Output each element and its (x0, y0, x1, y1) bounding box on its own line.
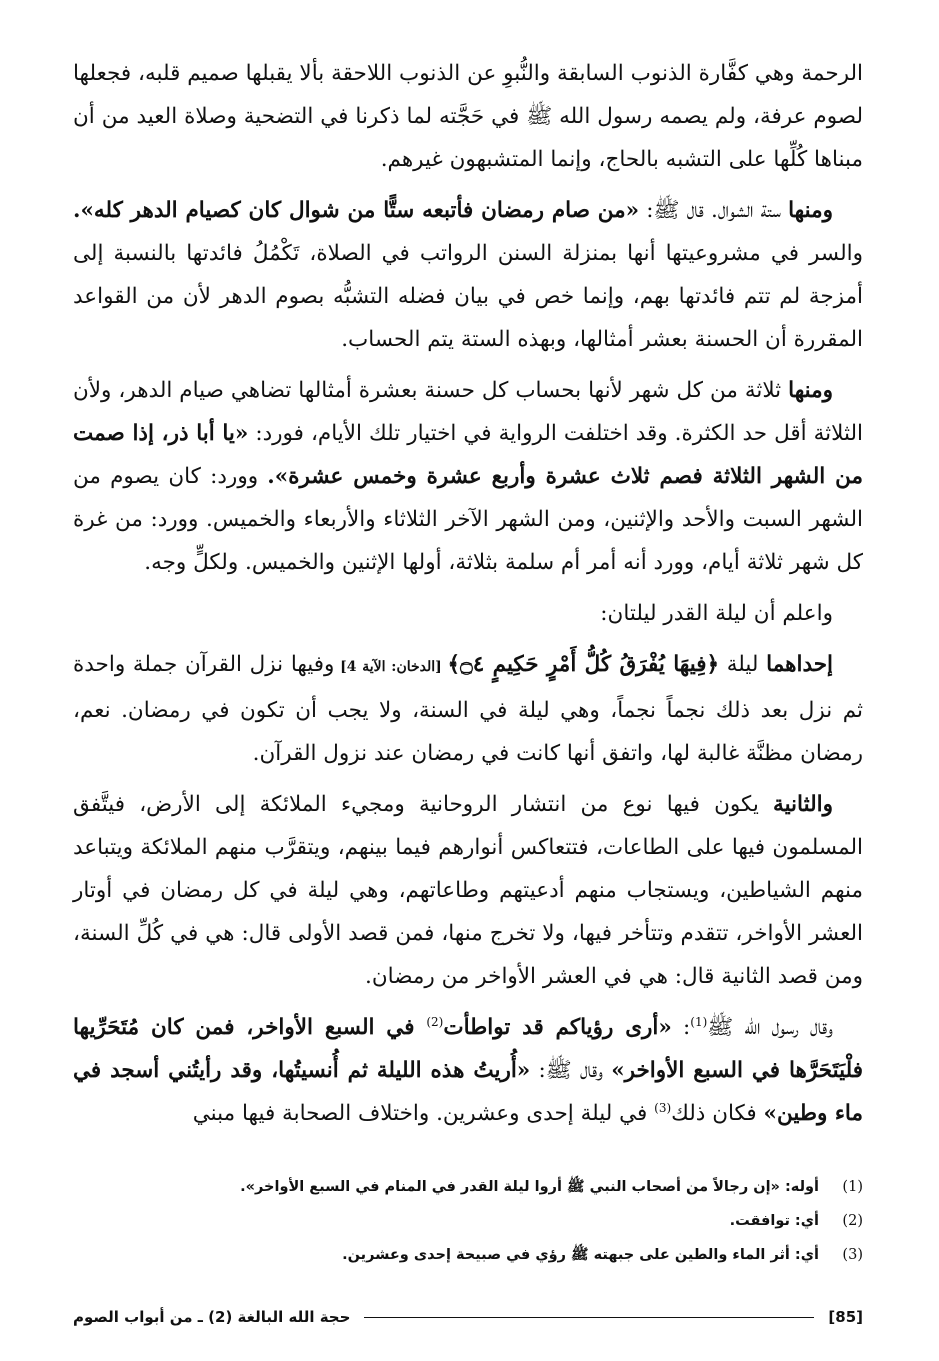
footnote (73, 1238, 863, 1272)
verse-reference: [الدخان: الآية 4] (334, 659, 448, 675)
footnote-marker: (3) (654, 1100, 672, 1115)
paragraph-lead: إحداهما (766, 652, 833, 677)
footnotes (73, 1170, 863, 1272)
footnote-marker: (2) (426, 1014, 444, 1029)
paragraph-text: واعلم أن ليلة القدر ليلتان: (600, 601, 833, 626)
footnote-number: (3) (842, 1247, 863, 1263)
paragraph-lead: ومنها (788, 378, 833, 403)
paragraph-text: في ليلة إحدى وعشرين. واختلاف الصحابة فيها مبني (192, 1101, 655, 1126)
footnote-text: أي: أثر الماء والطين على جبهته ﷺ رؤي في صبيحة إحدى وعشرين. (342, 1247, 819, 1263)
paragraph-arafa (73, 52, 863, 181)
hadith-quote: «أرى رؤياكم قد تواطأت (443, 1015, 672, 1040)
page-number: [85] (828, 1308, 863, 1326)
paragraph-text: يكون فيها نوع من انتشار الروحانية ومجيء الملائكة إلى الأرض، فيتَّفق المسلمون فيها على الطاعات، فتتعاكس أنوارهم فيما بينهم، ويتقرَّب منهم الملائكة ويتباعد منهم الشياطين، ويستجاب منهم أدعيتهم وطاعاتهم، وهي ليلة في كل رمضان في أوتار العشر الأواخر، تتقدم وتتأخر فيها، ولا تخرج منها، فمن قصد الأولى قال: هي في كُلِّ السنة، ومن قصد الثانية قال: هي في العشر الأواخر من رمضان. (73, 792, 863, 989)
footnote (73, 1204, 863, 1238)
footnote (73, 1170, 863, 1204)
page-footer (73, 1302, 863, 1332)
paragraph-text: وفيها نزل القرآن جملة واحدة ثم نزل بعد ذلك نجماً نجماً، وهي ليلة في السنة، ولا يجب أن تكون في رمضان. نعم، رمضان مظنَّة غالبة لها، واتفق أنها كانت في رمضان عند نزول القرآن. (73, 652, 863, 766)
hadith-quote: «أُريتُ هذه الليلة ثم أُنسيتُها، وقد رأيتُني أسجد في ماء وطين» (73, 1058, 863, 1126)
paragraph-laylat-al-qadr (73, 592, 863, 635)
footnote-text: أوله: «إن رجالاً من أصحاب النبي ﷺ أروا ليلة القدر في المنام في السبع الأواخر». (240, 1179, 819, 1195)
paragraph-text: والسر في مشروعيتها أنها بمنزلة السنن الرواتب في الصلاة، تَكْمُلُ فائدتها بالنسبة إلى أمزجة لم تتم فائدتها بهم، وإنما خص في بيان فضله التشبُّه بصوم الدهر لأن من القواعد المقررة أن الحسنة بعشر أمثالها، وبهذه الستة يتم الحساب. (73, 241, 863, 352)
paragraph-second-night (73, 783, 863, 998)
quran-verse: ﴿فِيهَا يُفْرَقُ كُلُّ أَمْرٍ حَكِيمٍ ۝٤﴾ (447, 652, 720, 677)
hadith-quote: «من صام رمضان فأتبعه ستًّا من شوال كان كصيام الدهر كله». (73, 198, 640, 223)
paragraph-text: وقال ﷺ: (530, 1058, 612, 1083)
paragraph-lead: ومنها (788, 198, 833, 223)
footnote-number: (1) (842, 1179, 863, 1195)
paragraph-text: ليلة (719, 652, 767, 677)
paragraph-three-days (73, 369, 863, 584)
footnote-marker: (1) (690, 1014, 708, 1029)
footnote-number: (2) (842, 1213, 863, 1229)
hadith-quote: «يا أبا ذر، إذا صمت من الشهر الثلاثة فصم ثلاث عشرة وأربع عشرة وخمس عشرة». (73, 421, 863, 489)
running-title: حجة الله البالغة (2) ـ من أبواب الصوم (73, 1308, 351, 1326)
hadith-quote: في السبع الأواخر، فمن كان مُتَحَرِّيها فلْيَتَحَرَّها في السبع الأواخر» (73, 1015, 863, 1083)
paragraph-text: ثلاثة من كل شهر لأنها بحساب كل حسنة بعشرة أمثالها تضاهي صيام الدهر، ولأن الثلاثة أقل حد الكثرة. وقد اختلفت الرواية في اختيار تلك الأيام، فورد: (73, 378, 864, 446)
footer-divider (364, 1317, 814, 1318)
paragraph-text: : (671, 1015, 691, 1040)
paragraph-hadith-seven (73, 1006, 863, 1135)
paragraph-text: الرحمة وهي كفَّارة الذنوب السابقة والنُّبوِ عن الذنوب اللاحقة بألا يقبلها صميم قلبه، فجعلها لصوم عرفة، ولم يصمه رسول الله ﷺ في حَجَّته لما ذكرنا في التضحية وصلاة العيد من أن مبناها كُلِّها على التشبه بالحاج، وإنما المتشبهون غيرهم. (73, 61, 863, 172)
paragraph-text: فكان ذلك (671, 1101, 764, 1126)
paragraph-first-night (73, 643, 863, 775)
paragraph-shawwal (73, 189, 863, 361)
paragraph-text: وقال رسول الله ﷺ (707, 1015, 833, 1040)
main-text (73, 52, 863, 1143)
footnote-text: أي: توافقت. (729, 1213, 819, 1229)
paragraph-text: وورد: كان يصوم من الشهر السبت والأحد والإثنين، ومن الشهر الآخر الثلاثاء والأربعاء والخميس. وورد: من غرة كل شهر ثلاثة أيام، وورد أنه أمر أم سلمة بثلاثة، أولها الإثنين والخميس. ولكلٍّ وجه. (73, 464, 863, 575)
paragraph-text: ستة الشوال. قال ﷺ: (639, 198, 789, 223)
paragraph-lead: والثانية (773, 792, 833, 817)
